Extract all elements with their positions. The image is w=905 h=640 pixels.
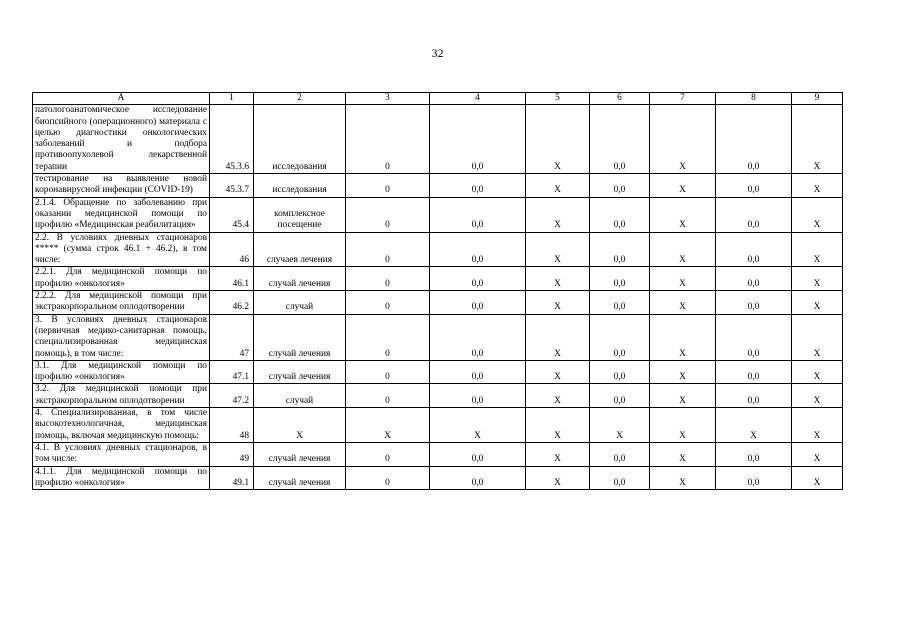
value-cell: 0: [346, 174, 430, 198]
value-cell: 0,0: [430, 267, 526, 291]
row-name-cell: 3. В условиях дневных стационаров (первичная медико-санитарная помощь, специализированная медицинская помощь), в том числе:: [33, 314, 210, 360]
value-cell: Х: [792, 174, 843, 198]
header-cell: 7: [650, 93, 716, 105]
value-cell: Х: [526, 267, 590, 291]
row-name-cell: патологоанатомическое исследование биопсийного (операционного) материала с целью диагностики онкологических заболеваний и подбора противоопухолевой лекарственной терапии: [33, 105, 210, 174]
value-cell: 0: [346, 232, 430, 267]
value-cell: Х: [650, 442, 716, 466]
value-cell: Х: [650, 466, 716, 490]
header-cell: 1: [210, 93, 254, 105]
value-cell: 0,0: [590, 466, 650, 490]
table-row: [33, 314, 843, 360]
row-name-cell: 2.1.4. Обращение по заболеванию при оказании медицинской помощи по профилю «Медицинская реабилитация»: [33, 197, 210, 232]
value-cell: 0,0: [716, 360, 792, 384]
value-cell: 0: [346, 384, 430, 408]
value-cell: 0,0: [716, 384, 792, 408]
value-cell: Х: [526, 291, 590, 315]
value-cell: Х: [792, 442, 843, 466]
value-cell: 0: [346, 466, 430, 490]
row-code-cell: 49: [210, 442, 254, 466]
value-cell: Х: [526, 408, 590, 443]
value-cell: Х: [792, 384, 843, 408]
value-cell: Х: [650, 384, 716, 408]
row-name-cell: 4. Специализированная, в том числе высокотехнологичная, медицинская помощь, включая медицинскую помощь:: [33, 408, 210, 443]
row-name-cell: 2.2. В условиях дневных стационаров ***** (сумма строк 46.1 + 46.2), в том числе:: [33, 232, 210, 267]
value-cell: 0,0: [430, 174, 526, 198]
row-unit-cell: случай: [254, 384, 346, 408]
header-cell: 2: [254, 93, 346, 105]
value-cell: 0,0: [716, 267, 792, 291]
value-cell: 0: [346, 360, 430, 384]
value-cell: 0,0: [716, 197, 792, 232]
row-unit-cell: исследования: [254, 105, 346, 174]
row-code-cell: 46: [210, 232, 254, 267]
row-code-cell: 46.1: [210, 267, 254, 291]
value-cell: Х: [526, 197, 590, 232]
value-cell: Х: [792, 197, 843, 232]
table-row: [33, 442, 843, 466]
value-cell: Х: [526, 442, 590, 466]
value-cell: 0: [346, 314, 430, 360]
row-name-cell: 3.2. Для медицинской помощи при экстракорпоральном оплодотворении: [33, 384, 210, 408]
value-cell: Х: [650, 232, 716, 267]
value-cell: Х: [526, 466, 590, 490]
row-code-cell: 45.3.7: [210, 174, 254, 198]
value-cell: 0,0: [590, 232, 650, 267]
row-unit-cell: случай лечения: [254, 314, 346, 360]
row-code-cell: 49.1: [210, 466, 254, 490]
value-cell: 0,0: [430, 360, 526, 384]
row-unit-cell: исследования: [254, 174, 346, 198]
value-cell: Х: [650, 267, 716, 291]
row-name-cell: 3.1. Для медицинской помощи по профилю «онкология»: [33, 360, 210, 384]
value-cell: Х: [650, 314, 716, 360]
value-cell: Х: [526, 174, 590, 198]
value-cell: 0,0: [430, 232, 526, 267]
value-cell: 0,0: [430, 466, 526, 490]
value-cell: Х: [792, 267, 843, 291]
row-unit-cell: Х: [254, 408, 346, 443]
value-cell: Х: [526, 360, 590, 384]
row-code-cell: 47: [210, 314, 254, 360]
value-cell: Х: [430, 408, 526, 443]
value-cell: 0: [346, 105, 430, 174]
value-cell: 0,0: [430, 291, 526, 315]
row-code-cell: 47.2: [210, 384, 254, 408]
value-cell: 0,0: [590, 442, 650, 466]
row-code-cell: 45.3.6: [210, 105, 254, 174]
row-unit-cell: комплексное посещение: [254, 197, 346, 232]
row-code-cell: 47.1: [210, 360, 254, 384]
header-cell: А: [33, 93, 210, 105]
row-code-cell: 46.2: [210, 291, 254, 315]
value-cell: 0,0: [430, 105, 526, 174]
row-unit-cell: случай лечения: [254, 466, 346, 490]
value-cell: 0,0: [430, 314, 526, 360]
value-cell: Х: [650, 360, 716, 384]
value-cell: 0,0: [590, 105, 650, 174]
value-cell: 0,0: [590, 174, 650, 198]
value-cell: 0,0: [716, 232, 792, 267]
value-cell: 0,0: [430, 197, 526, 232]
value-cell: 0,0: [590, 291, 650, 315]
table-row: [33, 384, 843, 408]
header-cell: 3: [346, 93, 430, 105]
row-unit-cell: случай лечения: [254, 442, 346, 466]
value-cell: Х: [526, 105, 590, 174]
value-cell: 0,0: [590, 267, 650, 291]
value-cell: Х: [650, 174, 716, 198]
value-cell: Х: [792, 105, 843, 174]
value-cell: 0: [346, 291, 430, 315]
row-unit-cell: случаев лечения: [254, 232, 346, 267]
value-cell: 0,0: [716, 442, 792, 466]
table-row: [33, 232, 843, 267]
value-cell: 0,0: [716, 466, 792, 490]
value-cell: Х: [650, 291, 716, 315]
value-cell: 0,0: [716, 314, 792, 360]
header-cell: 4: [430, 93, 526, 105]
row-unit-cell: случай лечения: [254, 267, 346, 291]
value-cell: Х: [650, 197, 716, 232]
value-cell: Х: [792, 291, 843, 315]
value-cell: Х: [650, 408, 716, 443]
value-cell: 0,0: [590, 360, 650, 384]
value-cell: 0,0: [716, 105, 792, 174]
table-row: [33, 360, 843, 384]
value-cell: Х: [792, 466, 843, 490]
value-cell: Х: [526, 314, 590, 360]
table-row: [33, 197, 843, 232]
value-cell: 0,0: [590, 314, 650, 360]
header-row: [33, 93, 843, 105]
page-number: 32: [431, 46, 444, 60]
value-cell: 0,0: [716, 174, 792, 198]
value-cell: 0: [346, 442, 430, 466]
value-cell: Х: [590, 408, 650, 443]
value-cell: Х: [716, 408, 792, 443]
value-cell: Х: [792, 408, 843, 443]
value-cell: Х: [526, 232, 590, 267]
row-name-cell: 4.1. В условиях дневных стационаров, в том числе:: [33, 442, 210, 466]
header-cell: 8: [716, 93, 792, 105]
value-cell: 0: [346, 197, 430, 232]
value-cell: Х: [650, 105, 716, 174]
value-cell: Х: [792, 360, 843, 384]
row-name-cell: тестирование на выявление новой коронавирусной инфекции (COVID-19): [33, 174, 210, 198]
value-cell: Х: [346, 408, 430, 443]
value-cell: 0,0: [430, 384, 526, 408]
value-cell: 0,0: [430, 442, 526, 466]
table-row: [33, 267, 843, 291]
row-name-cell: 4.1.1. Для медицинской помощи по профилю «онкология»: [33, 466, 210, 490]
value-cell: Х: [792, 314, 843, 360]
header-cell: 6: [590, 93, 650, 105]
row-unit-cell: случай лечения: [254, 360, 346, 384]
value-cell: 0,0: [716, 291, 792, 315]
table-row: [33, 466, 843, 490]
value-cell: Х: [526, 384, 590, 408]
row-name-cell: 2.2.1. Для медицинской помощи по профилю «онкология»: [33, 267, 210, 291]
value-cell: 0: [346, 267, 430, 291]
value-cell: 0,0: [590, 384, 650, 408]
table-row: [33, 408, 843, 443]
row-code-cell: 45.4: [210, 197, 254, 232]
table-row: [33, 174, 843, 198]
value-cell: Х: [792, 232, 843, 267]
table-row: [33, 291, 843, 315]
header-cell: 9: [792, 93, 843, 105]
data-table: [32, 92, 843, 490]
row-name-cell: 2.2.2. Для медицинской помощи при экстракорпоральном оплодотворении: [33, 291, 210, 315]
row-unit-cell: случай: [254, 291, 346, 315]
row-code-cell: 48: [210, 408, 254, 443]
value-cell: 0,0: [590, 197, 650, 232]
table-row: [33, 105, 843, 174]
header-cell: 5: [526, 93, 590, 105]
